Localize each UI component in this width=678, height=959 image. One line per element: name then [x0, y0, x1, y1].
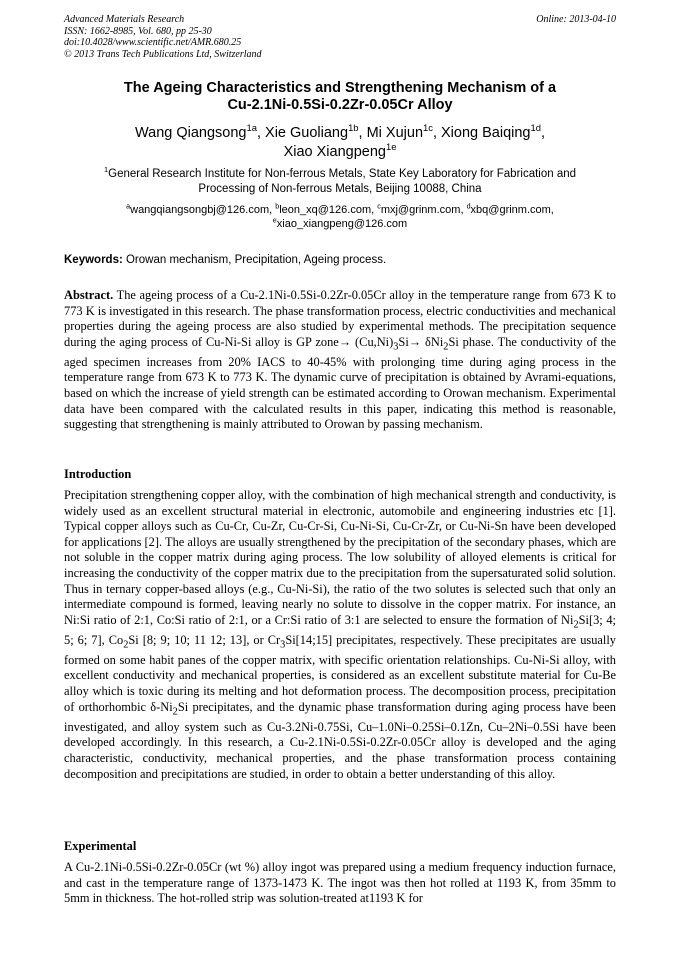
- author-list: Wang Qiangsong$^{1a}$, Xie Guoliang$^{1b}$, Mi Xujun$^{1c}$, Xiong Baiqing$^{1d}$, Xiao Xiangpeng$^{1e}$: [134, 122, 546, 160]
- author-sup: 1d: [530, 122, 541, 134]
- journal-header: [64, 14, 616, 60]
- intro-text: Si [8; 9; 10; 11 12; 13], or Cr: [128, 632, 281, 647]
- introduction-paragraph: [64, 488, 616, 782]
- introduction-heading: Introduction: [64, 467, 132, 481]
- author-sup: 1e: [385, 141, 397, 153]
- keywords: [64, 253, 616, 267]
- email-sup: e: [272, 216, 277, 225]
- subscript: 3: [280, 639, 286, 651]
- title-line-1: The Ageing Characteristics and Strengthening Mechanism of a: [123, 80, 557, 96]
- experimental-heading: Experimental: [64, 839, 137, 853]
- author-name: Wang Qiangsong: [134, 125, 247, 141]
- email-sup: c: [377, 202, 381, 211]
- email-link[interactable]: leon_xq@126.com: [279, 204, 372, 216]
- email-link[interactable]: xbq@grinm.com: [470, 204, 551, 216]
- email-sup: b: [275, 202, 280, 211]
- issn-line: ISSN: 1662-8985, Vol. 680, pp 25-30: [64, 25, 212, 37]
- intro-text: Si precipitates, and the dynamic phase transformation during aging process have been investigated, and alloy system such as Cu-3.2Ni-0.75Si, Cu–1.0Ni–0.25Si–0.1Zn, Cu–2Ni–0.5Si have been developed accordingly. In this research, a Cu-2.1Ni-0.5Si-0.2Zr-0.05Cr alloy is developed and the aging characteristic, conductivity, mechanical properties, and the phase transformation process containing decomposition and precipitations are studied, in order to obtain a better understanding of this alloy.: [64, 699, 617, 781]
- intro-text: Precipitation strengthening copper alloy, with the combination of high mechanical strength and conductivity, is widely used as an excellent structural material in electronic, automobile and engineering industries etc [1]. Typical copper alloys such as Cu-Cr, Cu-Zr, Cu-Cr-Si, Cu-Ni-Si, Cu-Cr-Zr, or Cu-Ni-Sn have been developed for applications [2]. The alloys are usually strengthened by the precipitation of the secondary phases, which are not soluble in the copper matrix during aging process. The low solubility of alloyed elements is critical for increasing the conductivity of the copper matrix due to the precipitation from the supersaturated solid solution. Thus in ternary copper-based alloys (e.g., Cu-Ni-Si), the ratio of the two solutes is selected such that only an intermediate compound is formed, leaving nearly no solute to dissolve in the copper matrix. For instance, an Ni:Si ratio of 2:1, Co:Si ratio of 2:1, or a Cr:Si ratio of 3:1 are selected to ensure the formation of Ni: [64, 488, 616, 627]
- paper-title: [64, 80, 616, 114]
- doi-line: doi:10.4028/www.scientific.net/AMR.680.25: [64, 37, 242, 48]
- subscript: 2: [573, 619, 579, 631]
- abstract-text: Si phase. The conductivity of the aged specimen increases from 20% IACS to 40-45% with prolonging time during aging process in the temperature range from 673 K to 773 K. The dynamic curve of precipitation is obtained by Avrami-equations, based on which the increase of yield strength can be estimated according to Orowan mechanism. Experimental data have been compared with the calculated results in this paper, indicating this method is reasonable, suggesting that strengthening is mainly attributed to Orowan by passing mechanism.: [64, 334, 616, 432]
- affiliation-line-1: General Research Institute for Non-ferrous Metals, State Key Laboratory for Fabrication and: [108, 168, 577, 180]
- affiliation-line-2: Processing of Non-ferrous Metals, Beijing 10088, China: [198, 183, 482, 195]
- keywords-label: Keywords:: [64, 254, 123, 266]
- email-sup: d: [466, 202, 471, 211]
- subscript: 2: [123, 639, 129, 651]
- journal-name: Advanced Materials Research: [64, 14, 185, 25]
- subscript: 3: [393, 341, 399, 353]
- title-line-2: Cu-2.1Ni-0.5Si-0.2Zr-0.05Cr Alloy: [227, 97, 453, 113]
- intro-text: Si[3; 4; 5; 6; 7], Co: [64, 612, 616, 647]
- author-sup: 1b: [348, 122, 359, 134]
- keywords-text: Orowan mechanism, Precipitation, Ageing process.: [122, 254, 387, 266]
- author-name: Xiong Baiqing: [441, 125, 531, 141]
- intro-text: Si[14;15] precipitates, respectively. These precipitates are usually formed on some habit panes of the copper matrix, with specific orientation relationships. Cu-Ni-Si alloy, with excellent conductivity and mechanical properties, is considered as an excellent substitute material for Cu-Be alloy which is toxic during its melting and hot deformation process. The decomposition process, precipitation of orthorhombic δ-Ni: [64, 632, 616, 714]
- online-date: Online: 2013-04-10: [536, 14, 616, 25]
- email-list: $^a$wangqiangsongbj@126.com, $^b$leon_xq@126.com, $^c$mxj@grinm.com, $^d$xbq@grinm.com, $^e$xiao_xiangpeng@126.com: [126, 202, 554, 230]
- email-link[interactable]: wangqiangsongbj@126.com: [130, 204, 270, 216]
- experimental-paragraph: A Cu-2.1Ni-0.5Si-0.2Zr-0.05Cr (wt %) alloy ingot was prepared using a medium frequency induction furnace, and cast in the temperature range of 1373-1473 K. The ingot was then hot rolled at 1193 K, from 35mm to 5mm in thickness. The hot-rolled strip was solution-treated at1193 K for: [64, 860, 616, 906]
- copyright-line: © 2013 Trans Tech Publications Ltd, Switzerland: [64, 48, 262, 60]
- author-sup: 1c: [423, 122, 433, 134]
- abstract-label: Abstract.: [64, 288, 114, 302]
- affiliation-sup: 1: [103, 165, 109, 175]
- subscript: 2: [172, 706, 178, 718]
- author-sup: 1a: [246, 122, 257, 134]
- author-name: Xie Guoliang: [265, 125, 349, 141]
- author-name: Mi Xujun: [366, 125, 424, 141]
- author-name: Xiao Xiangpeng: [283, 144, 386, 160]
- subscript: 2: [443, 341, 449, 353]
- abstract: [64, 288, 616, 433]
- affiliation: [64, 167, 616, 197]
- abstract-text: Si→ δNi: [398, 334, 444, 349]
- abstract-text: The ageing process of a Cu-2.1Ni-0.5Si-0.2Zr-0.05Cr alloy in the temperature range from 673 K to 773 K is investigated in this research. The phase transformation process, electric conductivities and mechanical properties during the ageing process are also studied by experimental methods. The precipitation sequence during the aging process of Cu-Ni-Si alloy is GP zone→ (Cu,Ni): [64, 288, 616, 349]
- email-sup: a: [126, 202, 131, 211]
- email-link[interactable]: xiao_xiangpeng@126.com: [276, 218, 408, 230]
- email-link[interactable]: mxj@grinm.com: [380, 204, 461, 216]
